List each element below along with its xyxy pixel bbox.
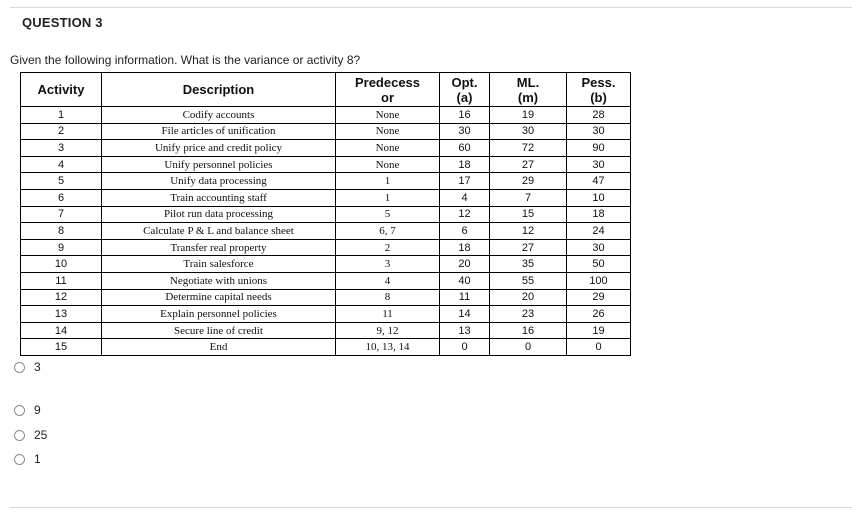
cell-description: Calculate P & L and balance sheet	[102, 223, 336, 240]
activity-table	[20, 72, 631, 356]
cell-description: Secure line of credit	[102, 322, 336, 339]
cell-activity: 3	[21, 140, 102, 157]
cell-description: Codify accounts	[102, 107, 336, 124]
cell-predecessor: None	[336, 123, 440, 140]
cell-optimistic: 18	[440, 239, 490, 256]
cell-description: Unify personnel policies	[102, 156, 336, 173]
cell-pessimistic: 24	[567, 223, 631, 240]
header-most-likely-line2: (m)	[517, 89, 539, 105]
cell-activity: 13	[21, 306, 102, 323]
table-header-row	[21, 73, 631, 107]
cell-activity: 12	[21, 289, 102, 306]
cell-optimistic: 30	[440, 123, 490, 140]
header-pessimistic-line2: (b)	[590, 89, 607, 105]
header-pessimistic	[567, 73, 631, 107]
radio-button[interactable]	[14, 430, 25, 441]
table-row	[21, 123, 631, 140]
answer-option[interactable]	[14, 428, 47, 442]
cell-optimistic: 14	[440, 306, 490, 323]
table-row	[21, 140, 631, 157]
answer-option[interactable]	[14, 360, 41, 374]
header-optimistic-line1: Opt.	[451, 74, 478, 90]
table-row	[21, 223, 631, 240]
cell-description: Pilot run data processing	[102, 206, 336, 223]
cell-activity: 10	[21, 256, 102, 273]
cell-activity: 6	[21, 189, 102, 206]
cell-predecessor: 1	[336, 189, 440, 206]
cell-predecessor: 1	[336, 173, 440, 190]
cell-optimistic: 16	[440, 107, 490, 124]
cell-optimistic: 11	[440, 289, 490, 306]
cell-activity: 4	[21, 156, 102, 173]
cell-optimistic: 12	[440, 206, 490, 223]
cell-description: Negotiate with unions	[102, 272, 336, 289]
header-description: Description	[102, 73, 336, 107]
answer-option-label: 25	[34, 428, 48, 442]
cell-description: Train accounting staff	[102, 189, 336, 206]
header-pessimistic-line1: Pess.	[581, 74, 616, 90]
cell-pessimistic: 30	[567, 123, 631, 140]
cell-most-likely: 72	[490, 140, 567, 157]
cell-pessimistic: 19	[567, 322, 631, 339]
cell-most-likely: 23	[490, 306, 567, 323]
top-divider	[10, 7, 852, 8]
cell-predecessor: 3	[336, 256, 440, 273]
cell-most-likely: 55	[490, 272, 567, 289]
table-row	[21, 206, 631, 223]
cell-description: Unify data processing	[102, 173, 336, 190]
cell-optimistic: 0	[440, 339, 490, 356]
cell-activity: 1	[21, 107, 102, 124]
cell-most-likely: 0	[490, 339, 567, 356]
cell-activity: 8	[21, 223, 102, 240]
cell-predecessor: 10, 13, 14	[336, 339, 440, 356]
cell-optimistic: 6	[440, 223, 490, 240]
cell-predecessor: 2	[336, 239, 440, 256]
cell-pessimistic: 47	[567, 173, 631, 190]
table-row	[21, 107, 631, 124]
cell-most-likely: 12	[490, 223, 567, 240]
cell-pessimistic: 26	[567, 306, 631, 323]
cell-activity: 9	[21, 239, 102, 256]
cell-optimistic: 13	[440, 322, 490, 339]
cell-pessimistic: 29	[567, 289, 631, 306]
header-optimistic-line2: (a)	[456, 89, 473, 105]
header-most-likely	[490, 73, 567, 107]
header-most-likely-line1: ML.	[516, 74, 540, 90]
answer-option[interactable]	[14, 403, 41, 417]
cell-pessimistic: 100	[567, 272, 631, 289]
cell-most-likely: 16	[490, 322, 567, 339]
table-row	[21, 272, 631, 289]
cell-most-likely: 35	[490, 256, 567, 273]
cell-optimistic: 4	[440, 189, 490, 206]
cell-pessimistic: 30	[567, 239, 631, 256]
cell-optimistic: 18	[440, 156, 490, 173]
answer-option-label: 9	[34, 403, 41, 417]
cell-activity: 7	[21, 206, 102, 223]
cell-predecessor: None	[336, 107, 440, 124]
cell-pessimistic: 0	[567, 339, 631, 356]
table-row	[21, 239, 631, 256]
cell-predecessor: 8	[336, 289, 440, 306]
radio-button[interactable]	[14, 454, 25, 465]
cell-description: Unify price and credit policy	[102, 140, 336, 157]
cell-pessimistic: 28	[567, 107, 631, 124]
table-row	[21, 339, 631, 356]
cell-description: End	[102, 339, 336, 356]
cell-pessimistic: 90	[567, 140, 631, 157]
cell-most-likely: 7	[490, 189, 567, 206]
answer-option[interactable]	[14, 452, 41, 466]
cell-activity: 11	[21, 272, 102, 289]
radio-button[interactable]	[14, 405, 25, 416]
cell-predecessor: 6, 7	[336, 223, 440, 240]
table-row	[21, 173, 631, 190]
cell-predecessor: 5	[336, 206, 440, 223]
question-title: QUESTION 3	[22, 15, 103, 30]
cell-pessimistic: 10	[567, 189, 631, 206]
table-row	[21, 322, 631, 339]
answer-option-label: 1	[34, 452, 41, 466]
cell-most-likely: 19	[490, 107, 567, 124]
cell-description: Transfer real property	[102, 239, 336, 256]
header-predecessor-line2: or	[381, 89, 394, 105]
header-optimistic	[440, 73, 490, 107]
cell-most-likely: 29	[490, 173, 567, 190]
cell-optimistic: 40	[440, 272, 490, 289]
header-predecessor	[336, 73, 440, 107]
answer-option-label: 3	[34, 360, 41, 374]
cell-predecessor: 4	[336, 272, 440, 289]
cell-predecessor: 9, 12	[336, 322, 440, 339]
header-activity: Activity	[21, 73, 102, 107]
table-row	[21, 156, 631, 173]
cell-most-likely: 15	[490, 206, 567, 223]
cell-pessimistic: 18	[567, 206, 631, 223]
cell-activity: 2	[21, 123, 102, 140]
cell-pessimistic: 50	[567, 256, 631, 273]
table-row	[21, 256, 631, 273]
cell-predecessor: 11	[336, 306, 440, 323]
bottom-divider	[10, 507, 852, 508]
cell-most-likely: 30	[490, 123, 567, 140]
table-body	[21, 107, 631, 356]
cell-optimistic: 17	[440, 173, 490, 190]
question-text: Given the following information. What is the variance or activity 8?	[10, 53, 361, 67]
cell-activity: 15	[21, 339, 102, 356]
cell-activity: 14	[21, 322, 102, 339]
table-row	[21, 306, 631, 323]
cell-activity: 5	[21, 173, 102, 190]
cell-pessimistic: 30	[567, 156, 631, 173]
cell-optimistic: 60	[440, 140, 490, 157]
header-predecessor-line1: Predecess	[354, 74, 421, 90]
cell-description: Explain personnel policies	[102, 306, 336, 323]
cell-description: Train salesforce	[102, 256, 336, 273]
cell-most-likely: 27	[490, 156, 567, 173]
cell-predecessor: None	[336, 140, 440, 157]
cell-predecessor: None	[336, 156, 440, 173]
table-row	[21, 189, 631, 206]
cell-most-likely: 20	[490, 289, 567, 306]
cell-description: Determine capital needs	[102, 289, 336, 306]
table-row	[21, 289, 631, 306]
cell-description: File articles of unification	[102, 123, 336, 140]
cell-optimistic: 20	[440, 256, 490, 273]
radio-button[interactable]	[14, 362, 25, 373]
cell-most-likely: 27	[490, 239, 567, 256]
